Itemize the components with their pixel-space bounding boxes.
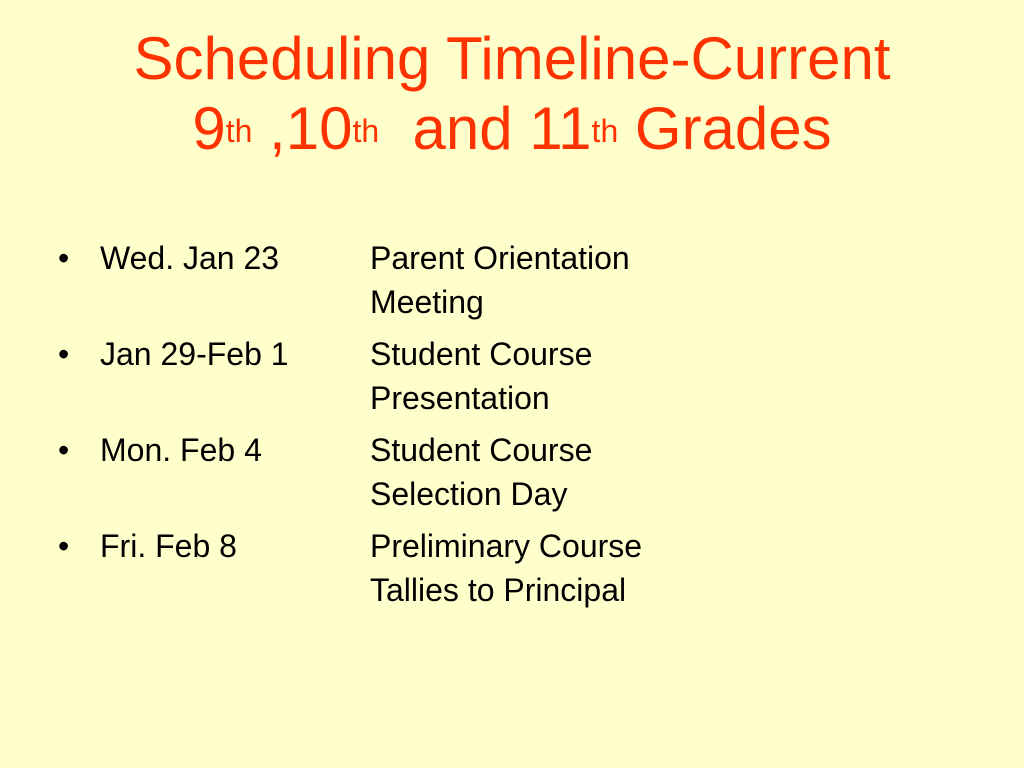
slide-title bbox=[0, 24, 1024, 164]
grades-word: Grades bbox=[618, 95, 832, 162]
timeline-date: Fri. Feb 8 bbox=[100, 528, 237, 564]
title-line-2 bbox=[0, 94, 1024, 164]
grade-10-suffix: th bbox=[352, 113, 380, 149]
timeline-event: Parent Orientation Meeting bbox=[370, 240, 630, 320]
timeline-date: Wed. Jan 23 bbox=[100, 240, 280, 276]
timeline-item bbox=[58, 428, 958, 516]
timeline-item bbox=[58, 236, 958, 324]
title-line-1: Scheduling Timeline-Current bbox=[133, 25, 891, 92]
bullet-icon: • bbox=[58, 432, 70, 468]
grade-11: and 11 bbox=[379, 95, 592, 162]
grade-9: 9 bbox=[192, 95, 226, 162]
bullet-icon: • bbox=[58, 528, 70, 564]
timeline-list bbox=[58, 236, 958, 620]
timeline-event: Student Course Presentation bbox=[370, 336, 593, 416]
timeline-event: Student Course Selection Day bbox=[370, 432, 593, 512]
grade-11-suffix: th bbox=[591, 113, 619, 149]
grade-9-suffix: th bbox=[225, 113, 253, 149]
timeline-event: Preliminary Course Tallies to Principal bbox=[370, 528, 643, 608]
grade-10: ,10 bbox=[252, 95, 353, 162]
timeline-date: Mon. Feb 4 bbox=[100, 432, 262, 468]
timeline-date: Jan 29-Feb 1 bbox=[100, 336, 289, 372]
bullet-icon: • bbox=[58, 336, 70, 372]
bullet-icon: • bbox=[58, 240, 70, 276]
timeline-item bbox=[58, 332, 958, 420]
timeline-item bbox=[58, 524, 958, 612]
